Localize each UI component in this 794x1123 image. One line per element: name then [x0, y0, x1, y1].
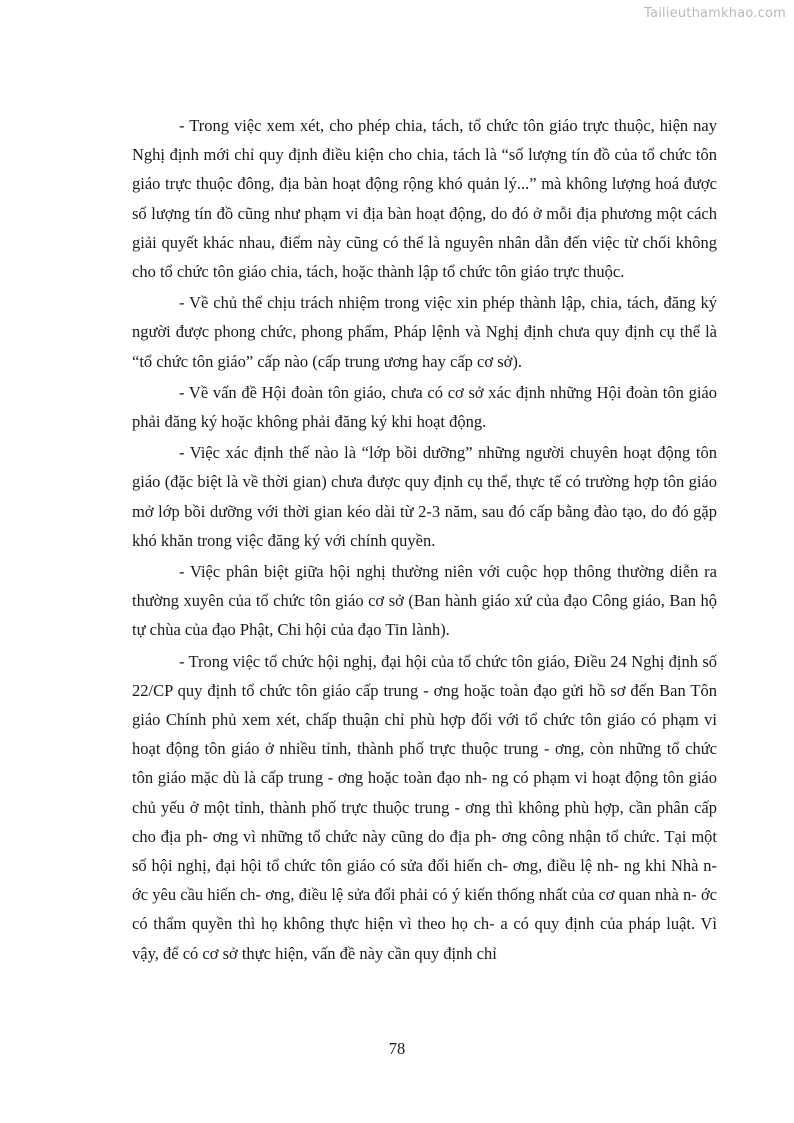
paragraph-1: - Trong việc xem xét, cho phép chia, tách, tổ chức tôn giáo trực thuộc, hiện nay Nghị định mới chỉ quy định điều kiện cho chia, tách là “số lượng tín đồ của tổ chức tôn giáo trực thuộc đông, địa bàn hoạt động rộng khó quản lý...” mà không lượng hoá được số lượng tín đồ cũng như phạm vi địa bàn hoạt động, do đó ở mỗi địa phương một cách giải quyết khác nhau, điểm này cũng có thể là nguyên nhân dẫn đến việc từ chối không cho tổ chức tôn giáo chia, tách, hoặc thành lập tổ chức tôn giáo trực thuộc. — [132, 116, 717, 282]
paragraph-3: - Về vấn đề Hội đoàn tôn giáo, chưa có cơ sở xác định những Hội đoàn tôn giáo phải đăng ký hoặc không phải đăng ký khi hoạt động. — [132, 382, 717, 432]
paragraph-6: - Trong việc tổ chức hội nghị, đại hội của tổ chức tôn giáo, Điều 24 Nghị định số 22/CP quy định tổ chức tôn giáo cấp trung - ơng hoặc toàn đạo gửi hồ sơ đến Ban Tôn giáo Chính phủ xem xét, chấp thuận chỉ phù hợp đối với tổ chức tôn giáo có phạm vi hoạt động tôn giáo ở nhiều tỉnh, thành phố trực thuộc trung - ơng, còn những tổ chức tôn giáo mặc dù là cấp trung - ơng hoặc toàn đạo nh- ng có phạm vi hoạt động tôn giáo chủ yếu ở một tỉnh, thành phố trực thuộc trung - ơng thì không phù hợp, cần phân cấp cho địa ph- ơng vì những tổ chức này cũng do địa ph- ơng công nhận tổ chức. Tại một số hội nghị, đại hội tổ chức tôn giáo có sửa đổi hiến ch- ơng, điều lệ nh- ng khi Nhà n- ớc yêu cầu hiến ch- ơng, điều lệ sửa đổi phải có ý kiến thống nhất của cơ quan nhà n- ớc có thẩm quyền thì họ không thực hiện vì theo họ ch- a có quy định của pháp luật. Vì vậy, để có cơ sở thực hiện, vấn đề này cần quy định chỉ — [132, 651, 717, 963]
paragraph-2: - Về chủ thể chịu trách nhiệm trong việc xin phép thành lập, chia, tách, đăng ký người được phong chức, phong phẩm, Pháp lệnh và Nghị định chưa quy định cụ thể là “tổ chức tôn giáo” cấp nào (cấp trung ương hay cấp cơ sở). — [132, 293, 717, 371]
document-body — [132, 111, 717, 970]
watermark: Tailieuthamkhao.com — [644, 6, 786, 21]
paragraph-4: - Việc xác định thế nào là “lớp bồi dưỡng” những người chuyên hoạt động tôn giáo (đặc biệt là về thời gian) chưa được quy định cụ thể, thực tế có trường hợp tôn giáo mở lớp bồi dưỡng với thời gian kéo dài từ 2-3 năm, sau đó cấp bằng đào tạo, do đó gặp khó khăn trong việc đăng ký với chính quyền. — [132, 443, 717, 550]
paragraph-5: - Việc phân biệt giữa hội nghị thường niên với cuộc họp thông thường diễn ra thường xuyên của tổ chức tôn giáo cơ sở (Ban hành giáo xứ của đạo Công giáo, Ban hộ tự chùa của đạo Phật, Chi hội của đạo Tin lành). — [132, 562, 717, 640]
page-number: 78 — [388, 1039, 406, 1058]
